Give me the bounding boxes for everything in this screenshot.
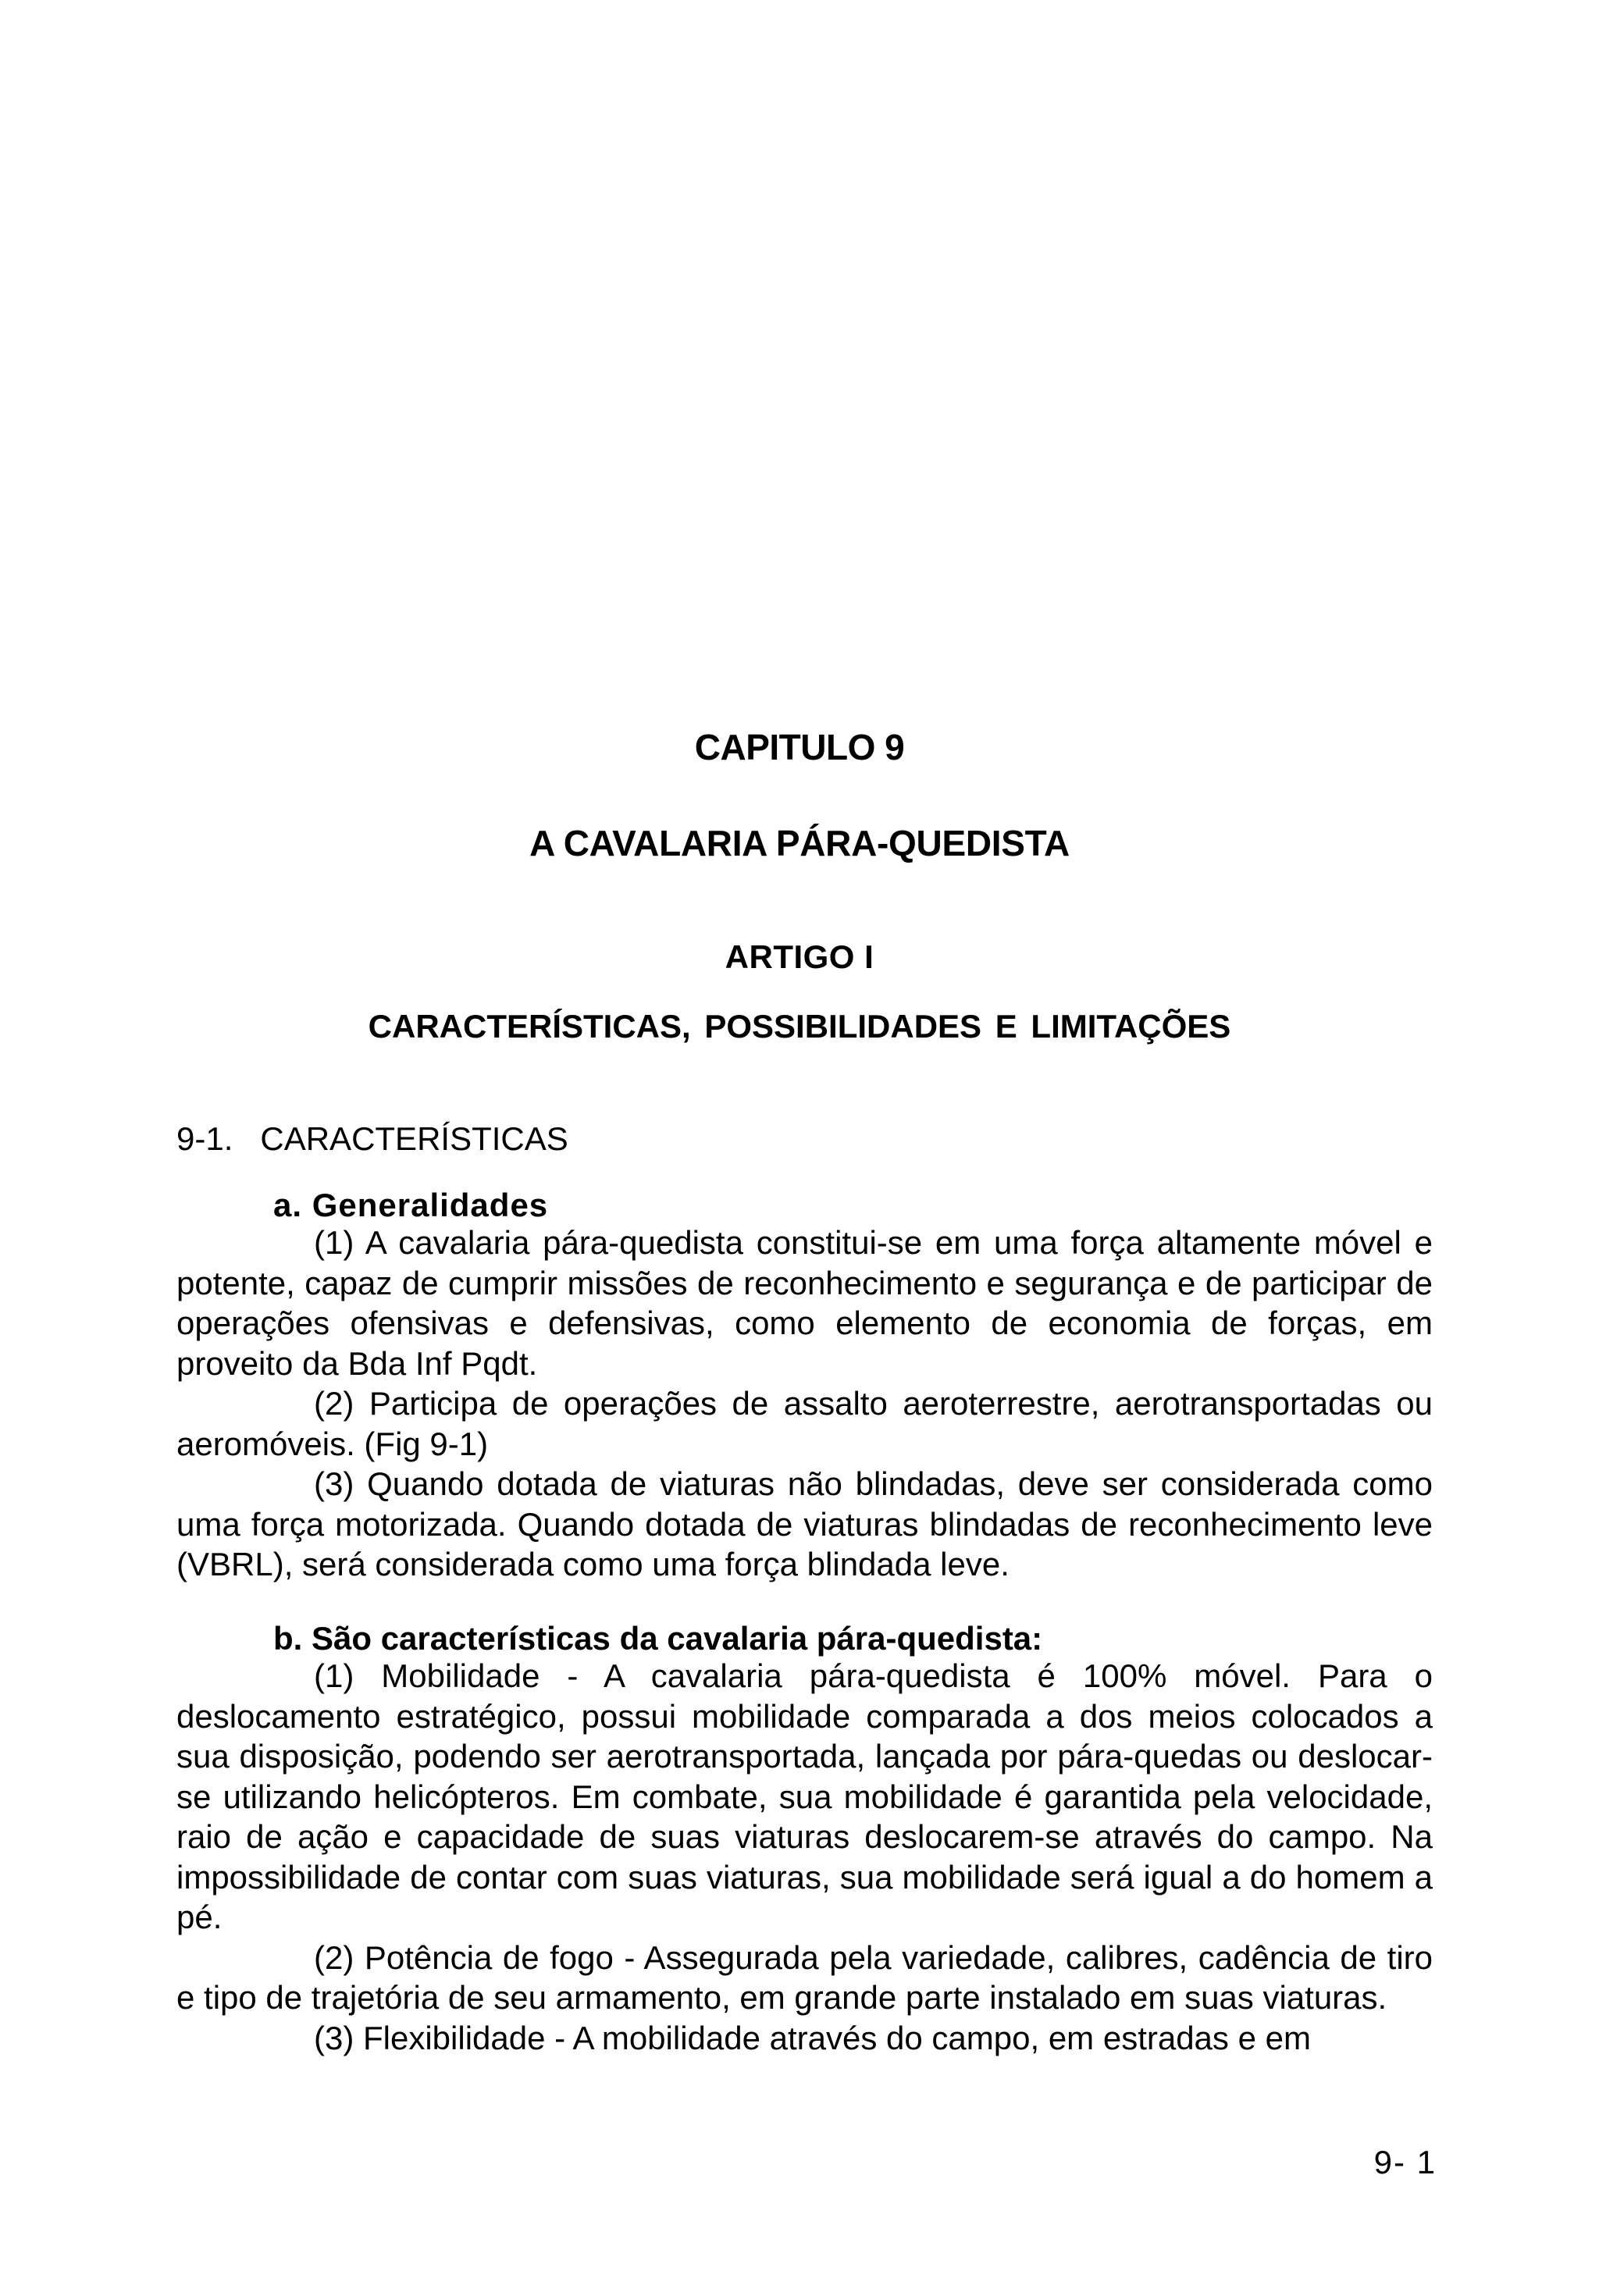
paragraph: (2) Participa de operações de assalto aeroterrestre, aerotransportadas ou aeromóveis. (Fig 9-1) <box>176 1385 1433 1462</box>
subsection-a-body <box>176 1223 1433 1585</box>
paragraph: (1) Mobilidade - A cavalaria pára-quedista é 100% móvel. Para o deslocamento estratégico, possui mobilidade comparada a dos meios colocados a sua disposição, podendo ser aerotransportada, lançada por pára-quedas ou deslocar-se utilizando helicópteros. Em combate, sua mobilidade é garantida pela velocidade, raio de ação e capacidade de suas viaturas deslocarem-se através do campo. Na impossibilidade de contar com suas viaturas, sua mobilidade será igual a do homem a pé. <box>176 1657 1433 1935</box>
page-number: 9- 1 <box>1373 2144 1437 2180</box>
subsection-a-heading: a. Generalidades <box>273 1187 549 1223</box>
subsection-b-heading: b. São características da cavalaria pára-quedista: <box>273 1620 1043 1657</box>
chapter-subtitle: A CAVALARIA PÁRA-QUEDISTA <box>529 823 1070 863</box>
section-heading: 9-1. CARACTERÍSTICAS <box>176 1120 568 1157</box>
paragraph: (3) Quando dotada de viaturas não blindadas, deve ser considerada como uma força motorizada. Quando dotada de viaturas blindadas de reconhecimento leve (VBRL), será considerada como uma força blindada leve. <box>176 1465 1433 1582</box>
paragraph: (2) Potência de fogo - Assegurada pela variedade, calibres, cadência de tiro e tipo de trajetória de seu armamento, em grande parte instalado em suas viaturas. <box>176 1938 1433 2016</box>
chapter-title: CAPITULO 9 <box>694 727 905 767</box>
article-subtitle: CARACTERÍSTICAS, POSSIBILIDADES E LIMITAÇÕES <box>368 1008 1231 1045</box>
article-title: ARTIGO I <box>725 938 874 975</box>
subsection-b-body <box>176 1656 1433 2058</box>
paragraph: (3) Flexibilidade - A mobilidade através do campo, em estradas e em <box>314 2019 1311 2056</box>
paragraph: (1) A cavalaria pára-quedista constitui-se em uma força altamente móvel e potente, capaz de cumprir missões de reconhecimento e segurança e de participar de operações ofensivas e defensivas, como elemento de economia de forças, em proveito da Bda Inf Pqdt. <box>176 1224 1433 1382</box>
